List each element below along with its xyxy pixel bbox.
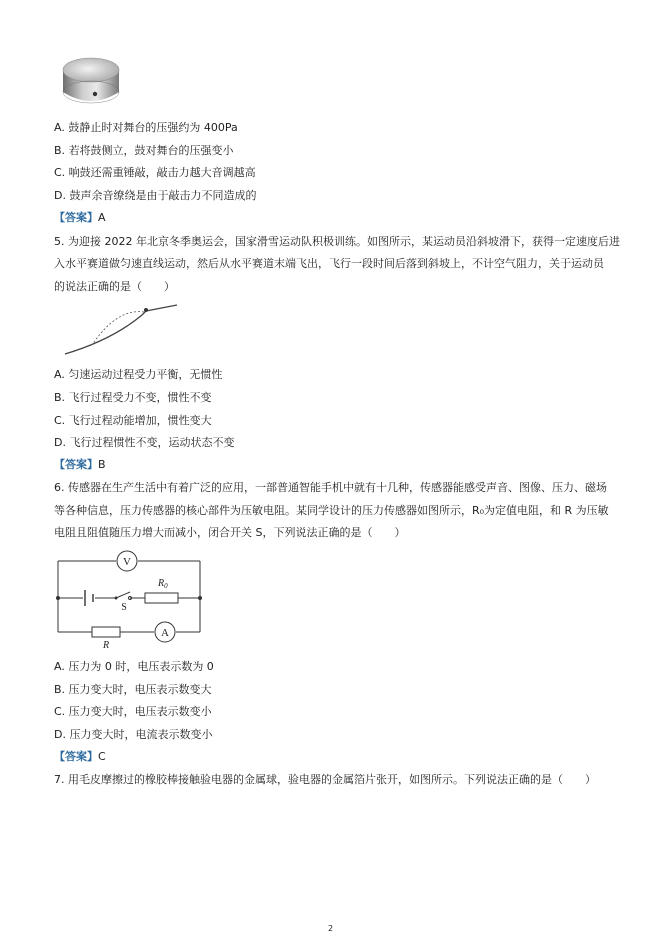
- track-line: [146, 305, 177, 311]
- ski-slope-figure: [62, 300, 184, 360]
- q5-answer: [54, 458, 106, 472]
- circuit-diagram: [50, 548, 210, 652]
- switch-lever: [116, 592, 130, 598]
- skier: [144, 308, 148, 312]
- answer-value: C: [98, 750, 106, 763]
- battery: [85, 590, 93, 606]
- q5-stem-line-2: 入水平赛道做匀速直线运动，然后从水平赛道末端飞出，飞行一段时间后落到斜坡上，不计空气阻力，关于运动员: [54, 257, 604, 270]
- answer-label: 【答案】: [54, 211, 98, 224]
- switch-label: S: [121, 602, 127, 613]
- q4-option-c: C. 响鼓还需重锤敲，敲击力越大音调越高: [54, 166, 256, 179]
- q4-option-b: B. 若将鼓侧立，鼓对舞台的压强变小: [54, 144, 234, 157]
- q6-answer: [54, 750, 106, 764]
- answer-value: B: [98, 458, 106, 471]
- q4-option-d: D. 鼓声余音缭绕是由于敲击力不同造成的: [54, 189, 257, 202]
- voltmeter-label: V: [123, 556, 131, 568]
- r0-label: $R_0$: [158, 578, 168, 590]
- drum-image: [60, 52, 122, 108]
- q6-option-b: B. 压力变大时，电压表示数变大: [54, 683, 212, 696]
- answer-label: 【答案】: [54, 750, 98, 763]
- q4-answer: [54, 211, 106, 225]
- q6-stem-line-2: 等各种信息，压力传感器的核心部件为压敏电阻。某同学设计的压力传感器如图所示，R₀为定值电阻，和 R 为压敏: [54, 504, 609, 517]
- answer-label: 【答案】: [54, 458, 98, 471]
- r-label: R: [102, 640, 110, 651]
- flight-path: [92, 312, 144, 345]
- resistor-r: [92, 627, 120, 637]
- q4-option-a: A. 鼓静止时对舞台的压强约为 400Pa: [54, 121, 238, 134]
- q7-stem-line-1: 7. 用毛皮摩擦过的橡胶棒接触验电器的金属球，验电器的金属箔片张开，如图所示。下列说法正确的是（ ）: [54, 773, 596, 786]
- q6-stem-line-1: 6. 传感器在生产生活中有着广泛的应用，一部普通智能手机中就有十几种，传感器能感受声音、图像、压力、磁场: [54, 481, 607, 494]
- ammeter-label: A: [161, 627, 169, 639]
- q5-option-c: C. 飞行过程动能增加，惯性变大: [54, 414, 212, 427]
- q5-stem-line-1: 5. 为迎接 2022 年北京冬季奥运会，国家滑雪运动队积极训练。如图所示，某运动员沿斜坡滑下，获得一定速度后进: [54, 235, 620, 248]
- resistor-r0: [145, 593, 178, 603]
- q6-option-c: C. 压力变大时，电压表示数变小: [54, 705, 212, 718]
- q6-stem-line-3: 电阻且阻值随压力增大而减小，闭合开关 S，下列说法正确的是（ ）: [54, 526, 406, 539]
- page-number: 2: [327, 924, 334, 933]
- q5-stem-line-3: 的说法正确的是（ ）: [54, 280, 175, 293]
- q5-option-d: D. 飞行过程惯性不变，运动状态不变: [54, 436, 235, 449]
- q6-option-a: A. 压力为 0 时，电压表示数为 0: [54, 660, 214, 673]
- slope-line: [65, 311, 146, 354]
- q5-option-a: A. 匀速运动过程受力平衡，无惯性: [54, 368, 223, 381]
- q6-option-d: D. 压力变大时，电流表示数变小: [54, 728, 213, 741]
- q5-option-b: B. 飞行过程受力不变，惯性不变: [54, 391, 212, 404]
- answer-value: A: [98, 211, 106, 224]
